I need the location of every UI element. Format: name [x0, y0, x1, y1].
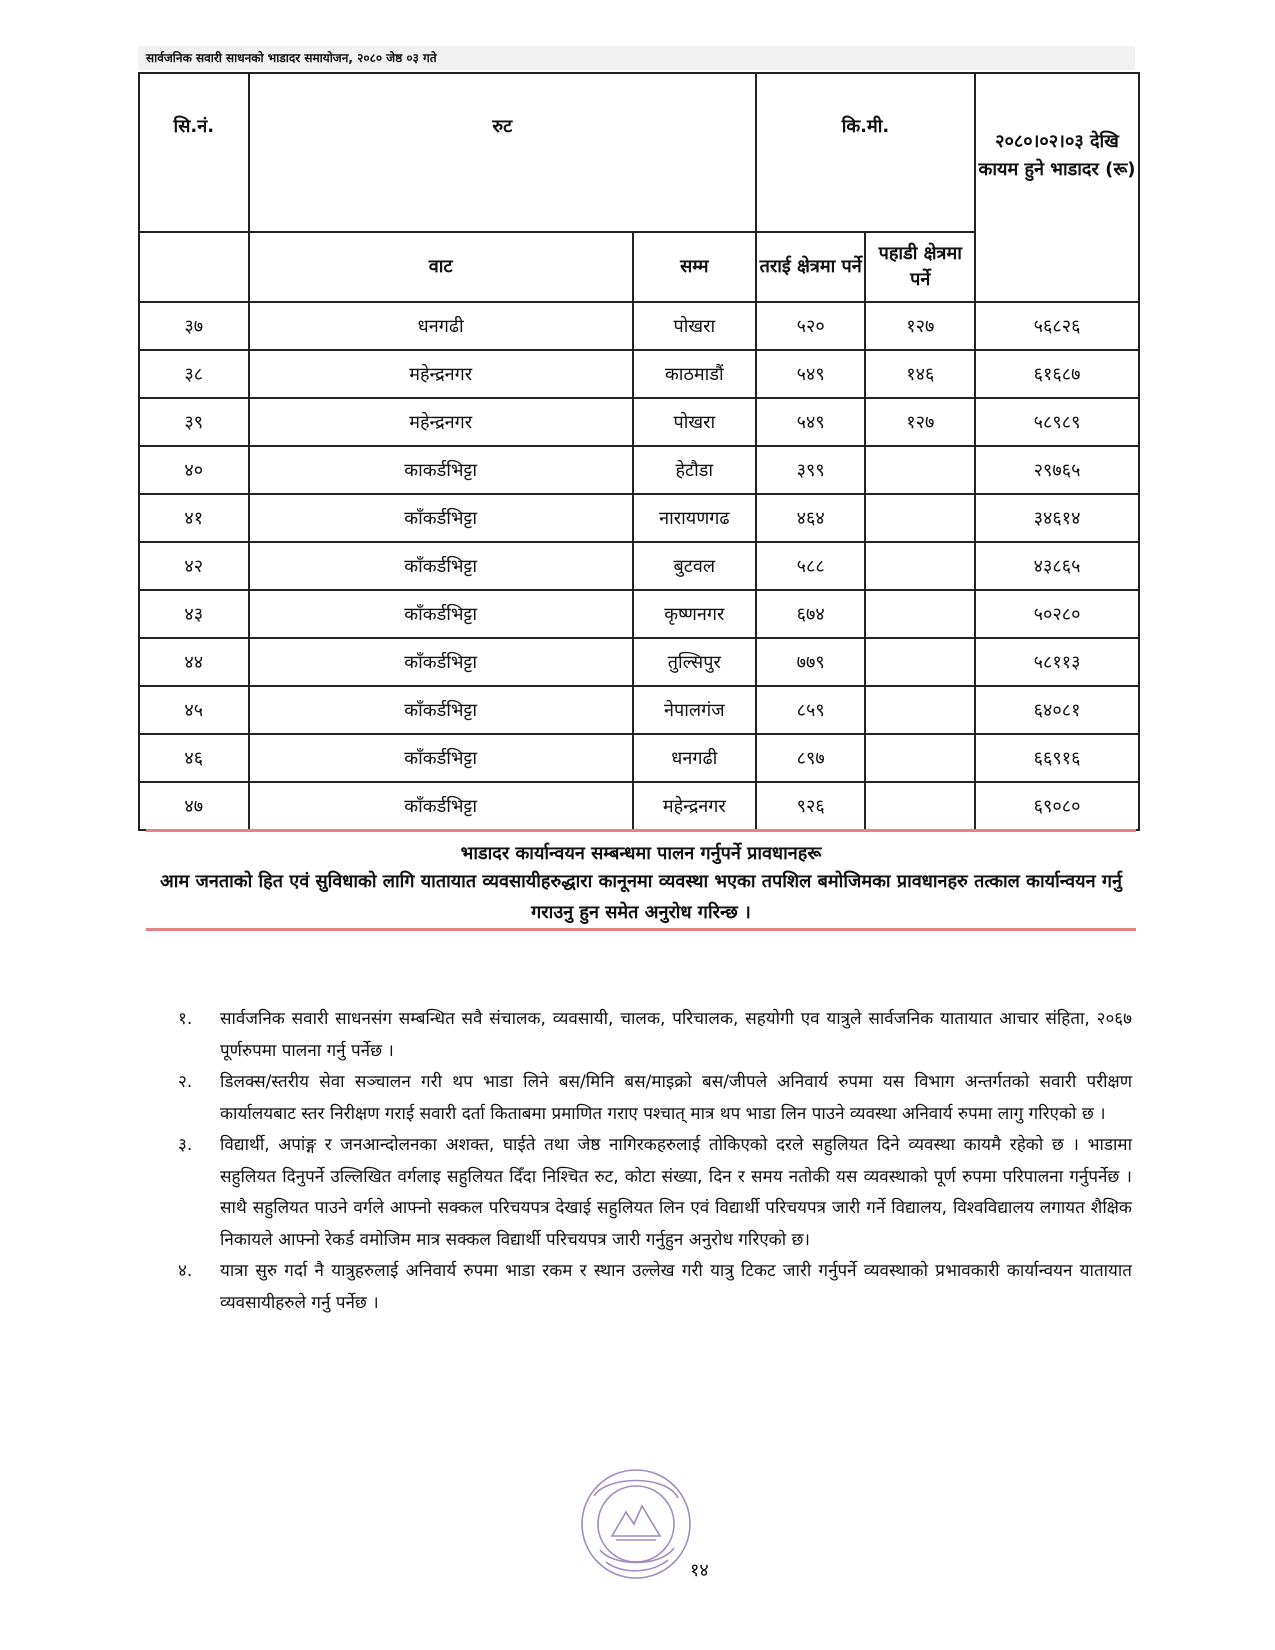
cell-fare: २९७६५ — [975, 446, 1139, 494]
list-item — [178, 1067, 1132, 1130]
cell-to: पोखरा — [633, 398, 756, 446]
cell-terai-km: ७७९ — [756, 638, 866, 686]
provision-text: सार्वजनिक सवारी साधनसंग सम्बन्धित सवै संचालक, व्यवसायी, चालक, परिचालक, सहयोगी एव यात्रुले सार्वजनिक यातायात आचार संहिता, २०६७ पूर्णरुपमा पालना गर्नु पर्नेछ । — [220, 1009, 1132, 1061]
document-header — [138, 46, 1135, 70]
cell-terai-km: ८९७ — [756, 734, 866, 782]
table-row — [139, 542, 1139, 590]
cell-from: धनगढी — [249, 302, 633, 350]
header-route: रुट — [249, 73, 756, 232]
cell-to: बुटवल — [633, 542, 756, 590]
cell-terai-km: ४६४ — [756, 494, 866, 542]
cell-to: नारायणगढ — [633, 494, 756, 542]
table-row — [139, 590, 1139, 638]
document-header-title: सार्वजनिक सवारी साधनको भाडादर समायोजन, २०८० जेष्ठ ०३ गते — [146, 51, 437, 65]
cell-fare: ५८११३ — [975, 638, 1139, 686]
page-number: १४ — [690, 1560, 709, 1581]
header-km: कि.मी. — [756, 73, 975, 232]
cell-terai-km: ५४९ — [756, 350, 866, 398]
cell-hill-km: १४६ — [865, 350, 975, 398]
cell-hill-km — [865, 638, 975, 686]
provision-text: यात्रा सुरु गर्दा नै यात्रुहरुलाई अनिवार्य रुपमा भाडा रकम र स्थान उल्लेख गरी यात्रु टिकट जारी गर्नुपर्ने व्यवस्थाको प्रभावकारी कार्यान्वयन यातायात व्यवसायीहरुले गर्नु पर्नेछ । — [220, 1261, 1132, 1313]
cell-sn: ३९ — [139, 398, 249, 446]
cell-from: काँकर्डभिट्टा — [249, 782, 633, 830]
cell-from: महेन्द्रनगर — [249, 398, 633, 446]
list-item — [178, 1130, 1132, 1256]
table-row — [139, 302, 1139, 350]
header-sn: सि.नं. — [139, 73, 249, 232]
provision-number: १. — [178, 1009, 193, 1029]
cell-hill-km — [865, 590, 975, 638]
cell-sn: ४६ — [139, 734, 249, 782]
cell-sn: ४१ — [139, 494, 249, 542]
cell-sn: ४७ — [139, 782, 249, 830]
table-row — [139, 638, 1139, 686]
table-row — [139, 734, 1139, 782]
cell-fare: ३४६१४ — [975, 494, 1139, 542]
table-row — [139, 686, 1139, 734]
cell-hill-km — [865, 542, 975, 590]
cell-hill-km — [865, 734, 975, 782]
cell-fare: ५०२८० — [975, 590, 1139, 638]
provision-text: विद्यार्थी, अपांङ्ग र जनआन्दोलनका अशक्त, घाईते तथा जेष्ठ नागिरकहरुलाई तोकिएको दरले सहुलियत दिने व्यवस्था कायमै रहेको छ । भाडामा सहुलियत दिनुपर्ने उल्लिखित वर्गलाइ सहुलियत दिँदा निश्चित रुट, कोटा संख्या, दिन र समय नतोकी यस व्यवस्थाको पूर्ण रुपमा परिपालना गर्नुपर्नेछ । साथै सहुलियत पाउने वर्गले आफ्नो सक्कल परिचयपत्र देखाई सहुलियत लिन एवं विद्यार्थी परिचयपत्र जारी गर्ने विद्यालय, विश्वविद्यालय लगायत शैक्षिक निकायले आफ्नो रेकर्ड वमोजिम मात्र सक्कल विद्यार्थी परिचयपत्र जारी गर्नुहुन अनुरोध गरिएको छ। — [220, 1135, 1132, 1250]
cell-from: काकर्डभिट्टा — [249, 446, 633, 494]
provisions-list — [178, 1004, 1132, 1319]
cell-sn: ४४ — [139, 638, 249, 686]
table-row — [139, 782, 1139, 830]
cell-terai-km: ५४९ — [756, 398, 866, 446]
cell-fare: ४३८६५ — [975, 542, 1139, 590]
list-item — [178, 1004, 1132, 1067]
notice-bottom-rule — [146, 928, 1136, 931]
cell-fare: ५६८२६ — [975, 302, 1139, 350]
cell-terai-km: ९२६ — [756, 782, 866, 830]
cell-fare: ६९०८० — [975, 782, 1139, 830]
fare-table-body — [139, 302, 1139, 830]
cell-terai-km: ५२० — [756, 302, 866, 350]
table-row — [139, 446, 1139, 494]
cell-fare: ५८९८९ — [975, 398, 1139, 446]
cell-sn: ४० — [139, 446, 249, 494]
cell-sn: ४२ — [139, 542, 249, 590]
fare-table — [138, 72, 1140, 831]
cell-terai-km: ५८८ — [756, 542, 866, 590]
table-row — [139, 494, 1139, 542]
cell-from: काँकर्डभिट्टा — [249, 590, 633, 638]
header-terai: तराई क्षेत्रमा पर्ने — [756, 232, 866, 302]
header-from: वाट — [249, 232, 633, 302]
cell-hill-km: १२७ — [865, 302, 975, 350]
cell-to: तुल्सिपुर — [633, 638, 756, 686]
table-row — [139, 398, 1139, 446]
cell-from: काँकर्डभिट्टा — [249, 638, 633, 686]
cell-hill-km — [865, 446, 975, 494]
cell-from: काँकर्डभिट्टा — [249, 734, 633, 782]
provision-number: २. — [178, 1072, 193, 1092]
cell-to: महेन्द्रनगर — [633, 782, 756, 830]
notice-body: आम जनताको हित एवं सुविधाको लागि यातायात व्यवसायीहरुद्धारा कानूनमा व्यवस्था भएका तपशिल बमोजिमका प्रावधानहरु तत्काल कार्यान्वयन गर्नु गराउनु हुन समेत अनुरोध गरिन्छ । — [160, 871, 1122, 923]
cell-to: हेटौडा — [633, 446, 756, 494]
provision-number: ४. — [178, 1261, 193, 1281]
cell-from: काँकर्डभिट्टा — [249, 542, 633, 590]
list-item — [178, 1256, 1132, 1319]
cell-hill-km — [865, 686, 975, 734]
cell-sn: ४५ — [139, 686, 249, 734]
cell-terai-km: ३९९ — [756, 446, 866, 494]
provision-text: डिलक्स/स्तरीय सेवा सञ्चालन गरी थप भाडा लिने बस/मिनि बस/माइक्रो बस/जीपले अनिवार्य रुपमा यस विभाग अन्तर्गतको सवारी परीक्षण कार्यालयबाट स्तर निरीक्षण गराई सवारी दर्ता किताबमा प्रमाणित गराए पश्चात् मात्र थप भाडा लिन पाउने व्यवस्था अनिवार्य रुपमा लागु गरिएको छ । — [220, 1072, 1132, 1124]
cell-to: नेपालगंज — [633, 686, 756, 734]
notice-top-rule — [146, 829, 1136, 832]
cell-fare: ६४०८१ — [975, 686, 1139, 734]
cell-to: पोखरा — [633, 302, 756, 350]
cell-terai-km: ६७४ — [756, 590, 866, 638]
official-stamp-icon — [576, 1466, 696, 1586]
cell-to: धनगढी — [633, 734, 756, 782]
cell-fare: ६१६८७ — [975, 350, 1139, 398]
cell-fare: ६६९१६ — [975, 734, 1139, 782]
cell-hill-km: १२७ — [865, 398, 975, 446]
cell-hill-km — [865, 494, 975, 542]
cell-from: काँकर्डभिट्टा — [249, 686, 633, 734]
cell-from: काँकर्डभिट्टा — [249, 494, 633, 542]
cell-sn: ३७ — [139, 302, 249, 350]
header-rate: २०८०।०२।०३ देखि कायम हुने भाडादर (रू) — [975, 73, 1139, 302]
cell-from: महेन्द्रनगर — [249, 350, 633, 398]
cell-to: कृष्णनगर — [633, 590, 756, 638]
table-row — [139, 350, 1139, 398]
header-to: सम्म — [633, 232, 756, 302]
notice-title: भाडादर कार्यान्वयन सम्बन्धमा पालन गर्नुपर्ने प्रावधानहरू — [460, 843, 822, 864]
cell-to: काठमाडौं — [633, 350, 756, 398]
cell-terai-km: ८५९ — [756, 686, 866, 734]
cell-hill-km — [865, 782, 975, 830]
header-hill: पहाडी क्षेत्रमा पर्ने — [865, 232, 975, 302]
provision-number: ३. — [178, 1135, 193, 1155]
header-sn-blank — [139, 232, 249, 302]
cell-sn: ३८ — [139, 350, 249, 398]
cell-sn: ४३ — [139, 590, 249, 638]
